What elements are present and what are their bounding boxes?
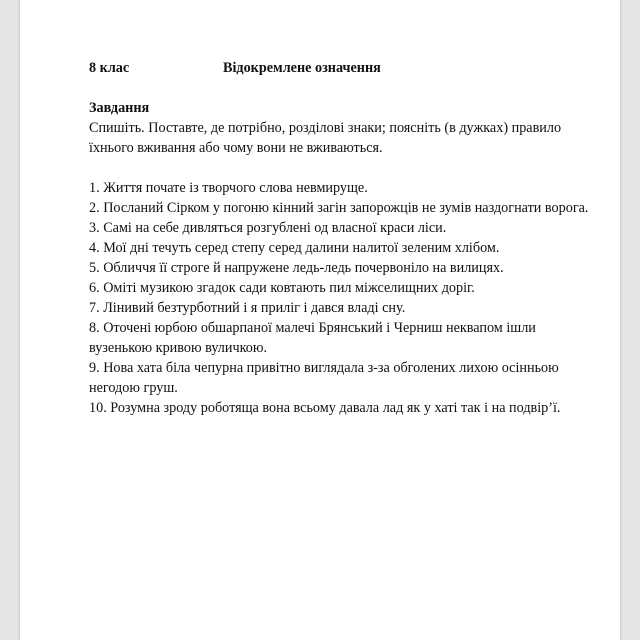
task-item-10: 10. Розумна зроду роботяща вона всьому давала лад як у хаті так і на подвір’ї. (89, 400, 561, 416)
topic-title: Відокремлене означення (223, 60, 381, 76)
document-page (20, 0, 620, 640)
task-item-6: 6. Оміті музикою згадок сади ковтають пил міжселищних доріг. (89, 280, 475, 296)
task-heading: Завдання (89, 100, 150, 116)
task-item-4: 4. Мої дні течуть серед степу серед далини налитої зеленим хлібом. (89, 240, 500, 256)
grade-label: 8 клас (89, 60, 130, 76)
task-item-3: 3. Самі на себе дивляться розгублені од власної краси ліси. (89, 220, 447, 236)
task-item-7: 7. Лінивий безтурботний і я приліг і дався владі сну. (89, 300, 406, 316)
task-list (89, 178, 589, 418)
task-item-5: 5. Обличчя її строге й напружене ледь-ледь почервоніло на вилицях. (89, 260, 504, 276)
document-content (89, 58, 589, 418)
task-instructions: Спишіть. Поставте, де потрібно, розділові знаки; поясніть (в дужках) правило їхнього вживання або чому вони не вживаються. (89, 120, 562, 156)
task-item-1: 1. Життя почате із творчого слова невмируще. (89, 180, 368, 196)
header-row (89, 58, 589, 78)
task-item-2: 2. Посланий Сірком у погоню кінний загін запорожців не зумів наздогнати ворога. (89, 200, 589, 216)
task-item-8: 8. Оточені юрбою обшарпаної малечі Брянський і Черниш неквапом ішли вузенькою кривою вуличкою. (89, 320, 536, 356)
task-item-9: 9. Нова хата біла чепурна привітно виглядала з-за обголених лихою осінньою негодою груш. (89, 360, 559, 396)
